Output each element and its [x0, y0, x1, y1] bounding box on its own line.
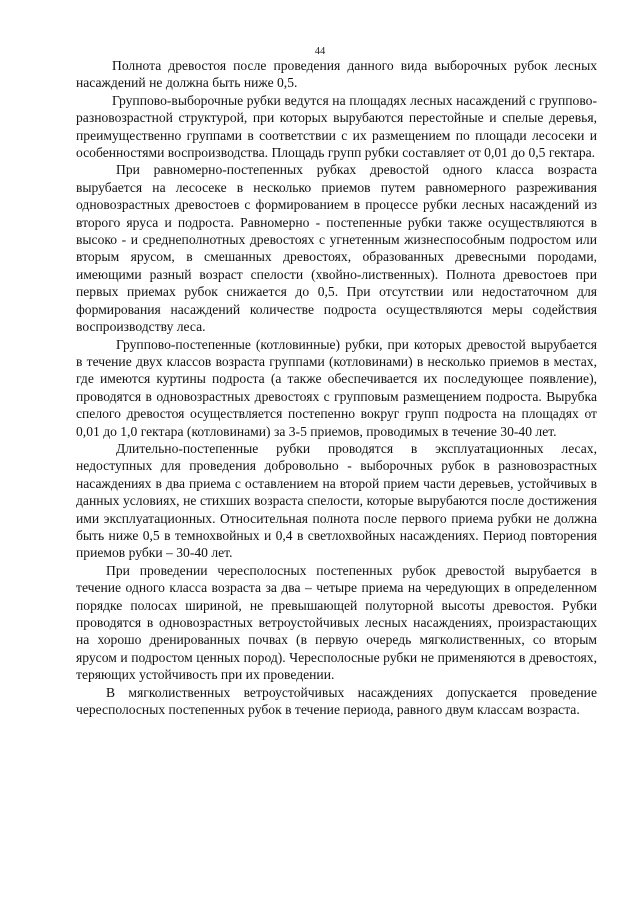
page-number: 44 — [314, 46, 326, 57]
paragraph-soft-deciduous-stands: В мягколиственных ветроустойчивых насаждениях допускается проведение чересполосных постепенных рубок в течение периода, равного двум классам возраста. — [76, 684, 597, 718]
paragraph-group-gradual-felling: Группово-постепенные (котловинные) рубки, при которых древостой вырубается в течение двух классов возраста группами (котловинами) в несколько приемов в местах, где имеются куртины подроста (а также обеспечивается их последующее появление), проводятся в одновозрастных древостоях с групповым размещением подроста. Вырубка спелого древостоя осуществляется постепенно вокруг групп подроста на площадях от 0,01 до 1,0 гектара (котловинами) за 3-5 приемов, проводимых в течение 30-40 лет. — [76, 336, 597, 439]
paragraph-strip-gradual-felling: При проведении чересполосных постепенных рубок древостой вырубается в течение одного класса возраста за два – четыре приема на чередующих в определенном порядке полосах шириной, не превышающей полуторной высоты древостоя. Рубки проводятся в одновозрастных ветроустойчивых лесных насаждениях, произрастающих на хорошо дренированных почвах (в первую очередь мягколиственных, со вторым ярусом и подростом ценных пород). Чересполосные рубки не применяются в древостоях, теряющих устойчивость при их проведении. — [76, 562, 597, 683]
paragraph-uniform-gradual-felling: При равномерно-постепенных рубках древостой одного класса возраста вырубается на лесосеке в несколько приемов путем равномерного разреживания одновозрастных древостоев с формированием в процессе рубки лесных насаждений из второго яруса и подроста. Равномерно - постепенные рубки также осуществляются в высоко - и среднеполнотных древостоях с угнетенным жизнеспособным подростом или вторым ярусом, в смешанных древостоях, образованных древесными породами, имеющими разный возраст спелости (хвойно-лиственных). Полнота древостоев при первых приемах рубок снижается до 0,5. При отсутствии или недостаточном для формирования насаждений количестве подроста осуществляются меры содействия воспроизводству леса. — [76, 162, 597, 335]
paragraph-long-gradual-felling: Длительно-постепенные рубки проводятся в эксплуатационных лесах, недоступных для проведения добровольно - выборочных рубок в разновозрастных насаждениях в два приема с оставлением на второй прием части деревьев, устойчивых в данных условиях, не стихших возраста спелости, которые вырубаются после достижения ими эксплуатационных. Относительная полнота после первого приема рубки не должна быть ниже 0,5 в темнохвойных и 0,4 в светлохвойных насаждениях. Период повторения приемов рубки – 30-40 лет. — [76, 440, 597, 561]
paragraph-group-selective-felling: Группово-выборочные рубки ведутся на площадях лесных насаждений с группово-разновозрастной структурой, при которых вырубаются перестойные и спелые деревья, преимущественно группами в соответствии с их размещением по площади лесосеки и особенностями воспроизводства. Площадь групп рубки составляет от 0,01 до 0,5 гектара. — [76, 92, 597, 161]
document-body — [76, 57, 597, 718]
paragraph-stand-density: Полнота древостоя после проведения данного вида выборочных рубок лесных насаждений не должна быть ниже 0,5. — [76, 58, 597, 91]
